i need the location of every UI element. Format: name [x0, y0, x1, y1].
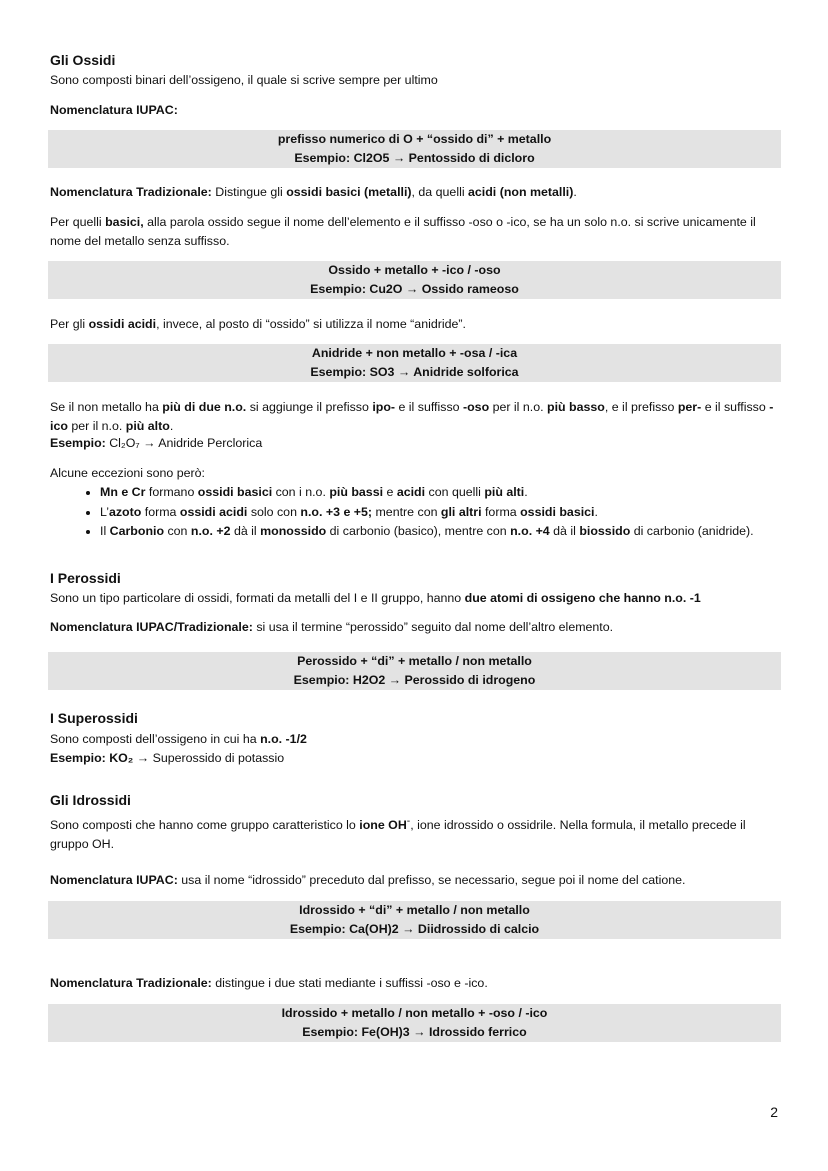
- superossidi-example: Esempio: KO₂ → Superossido di potassio: [50, 751, 285, 765]
- formula-rule: Ossido + metallo + -ico / -oso: [328, 263, 501, 277]
- formula-rule: Idrossido + metallo / non metallo + -oso / -ico: [281, 1006, 548, 1020]
- ossidi-trad-paragraph: Nomenclatura Tradizionale: Distingue gli ossidi basici (metalli), da quelli acidi (non metalli).: [50, 185, 577, 199]
- formula-example: Esempio: SO3 → Anidride solforica: [310, 365, 519, 379]
- formula-example: Esempio: Cu2O → Ossido rameoso: [310, 282, 519, 296]
- eccezioni-heading: Alcune eccezioni sono però:: [50, 466, 205, 480]
- formula-box-idrossidi-iupac: [48, 901, 781, 939]
- formula-rule: prefisso numerico di O + “ossido di” + metallo: [277, 132, 552, 146]
- formula-box-anidride: [48, 344, 781, 382]
- idrossidi-intro: Sono composti che hanno come gruppo caratteristico lo ione OH-, ione idrossido o ossidrile. Nella formula, il metallo precede il gruppo OH.: [50, 816, 746, 852]
- formula-rule: Perossido + “di” + metallo / non metallo: [297, 654, 532, 668]
- perossidi-nomenclatura: Nomenclatura IUPAC/Tradizionale: si usa il termine “perossido” seguito dal nome dell’altro elemento.: [50, 620, 614, 634]
- formula-rule: Idrossido + “di” + metallo / non metallo: [299, 903, 530, 917]
- formula-box-idrossidi-trad: [48, 1004, 781, 1042]
- ossidi-acidi-paragraph: Per gli ossidi acidi, invece, al posto di “ossido” si utilizza il nome “anidride”.: [50, 317, 466, 331]
- section-title-idrossidi: Gli Idrossidi: [50, 792, 131, 808]
- section-title-ossidi: Gli Ossidi: [50, 52, 116, 68]
- list-item: • Mn e Cr formano ossidi basici con i n.o. più bassi e acidi con quelli più alti.: [100, 483, 828, 503]
- eccezioni-list: [50, 483, 828, 542]
- section-title-perossidi: I Perossidi: [50, 570, 121, 586]
- formula-example: Esempio: H2O2 → Perossido di idrogeno: [293, 673, 536, 687]
- idrossidi-trad: Nomenclatura Tradizionale: distingue i due stati mediante i suffissi -oso e -ico.: [50, 976, 488, 990]
- ossidi-basici-paragraph: Per quelli basici, alla parola ossido segue il nome dell’elemento e il suffisso -oso o -ico, se ha un solo n.o. si scrive unicamente il nome del metallo senza suffisso.: [50, 215, 756, 248]
- ossidi-prefissi-paragraph: Se il non metallo ha più di due n.o. si aggiunge il prefisso ipo- e il suffisso -oso per il n.o. più basso, e il prefisso per- e il suffisso -ico per il n.o. più alto.: [50, 400, 774, 433]
- formula-box-ossidi-iupac: [48, 130, 781, 168]
- list-item: • L’azoto forma ossidi acidi solo con n.o. +3 e +5; mentre con gli altri forma ossidi basici.: [100, 503, 828, 523]
- list-item: • Il Carbonio con n.o. +2 dà il monossido di carbonio (basico), mentre con n.o. +4 dà il biossido di carbonio (anidride).: [100, 522, 828, 542]
- section-title-superossidi: I Superossidi: [50, 710, 138, 726]
- formula-rule: Anidride + non metallo + -osa / -ica: [311, 346, 518, 360]
- ossidi-iupac-heading: Nomenclatura IUPAC:: [50, 103, 178, 117]
- formula-example: Esempio: Fe(OH)3 → Idrossido ferrico: [302, 1025, 527, 1039]
- ossidi-intro: Sono composti binari dell’ossigeno, il quale si scrive sempre per ultimo: [50, 73, 438, 87]
- formula-example: Esempio: Ca(OH)2 → Diidrossido di calcio: [289, 922, 540, 936]
- perossidi-intro: Sono un tipo particolare di ossidi, formati da metalli del I e II gruppo, hanno due atomi di ossigeno che hanno n.o. -1: [50, 591, 701, 605]
- ossidi-example-line: Esempio: Cl₂O₇ → Anidride Perclorica: [50, 436, 263, 450]
- page-number: 2: [770, 1104, 778, 1120]
- formula-example: Esempio: Cl2O5 → Pentossido di dicloro: [294, 151, 535, 165]
- superossidi-intro: Sono composti dell’ossigeno in cui ha n.o. -1/2: [50, 732, 307, 746]
- formula-box-perossidi: [48, 652, 781, 690]
- idrossidi-iupac: Nomenclatura IUPAC: usa il nome “idrossido” preceduto dal prefisso, se necessario, segue poi il nome del catione.: [50, 873, 686, 887]
- formula-box-ossidi-basici: [48, 261, 781, 299]
